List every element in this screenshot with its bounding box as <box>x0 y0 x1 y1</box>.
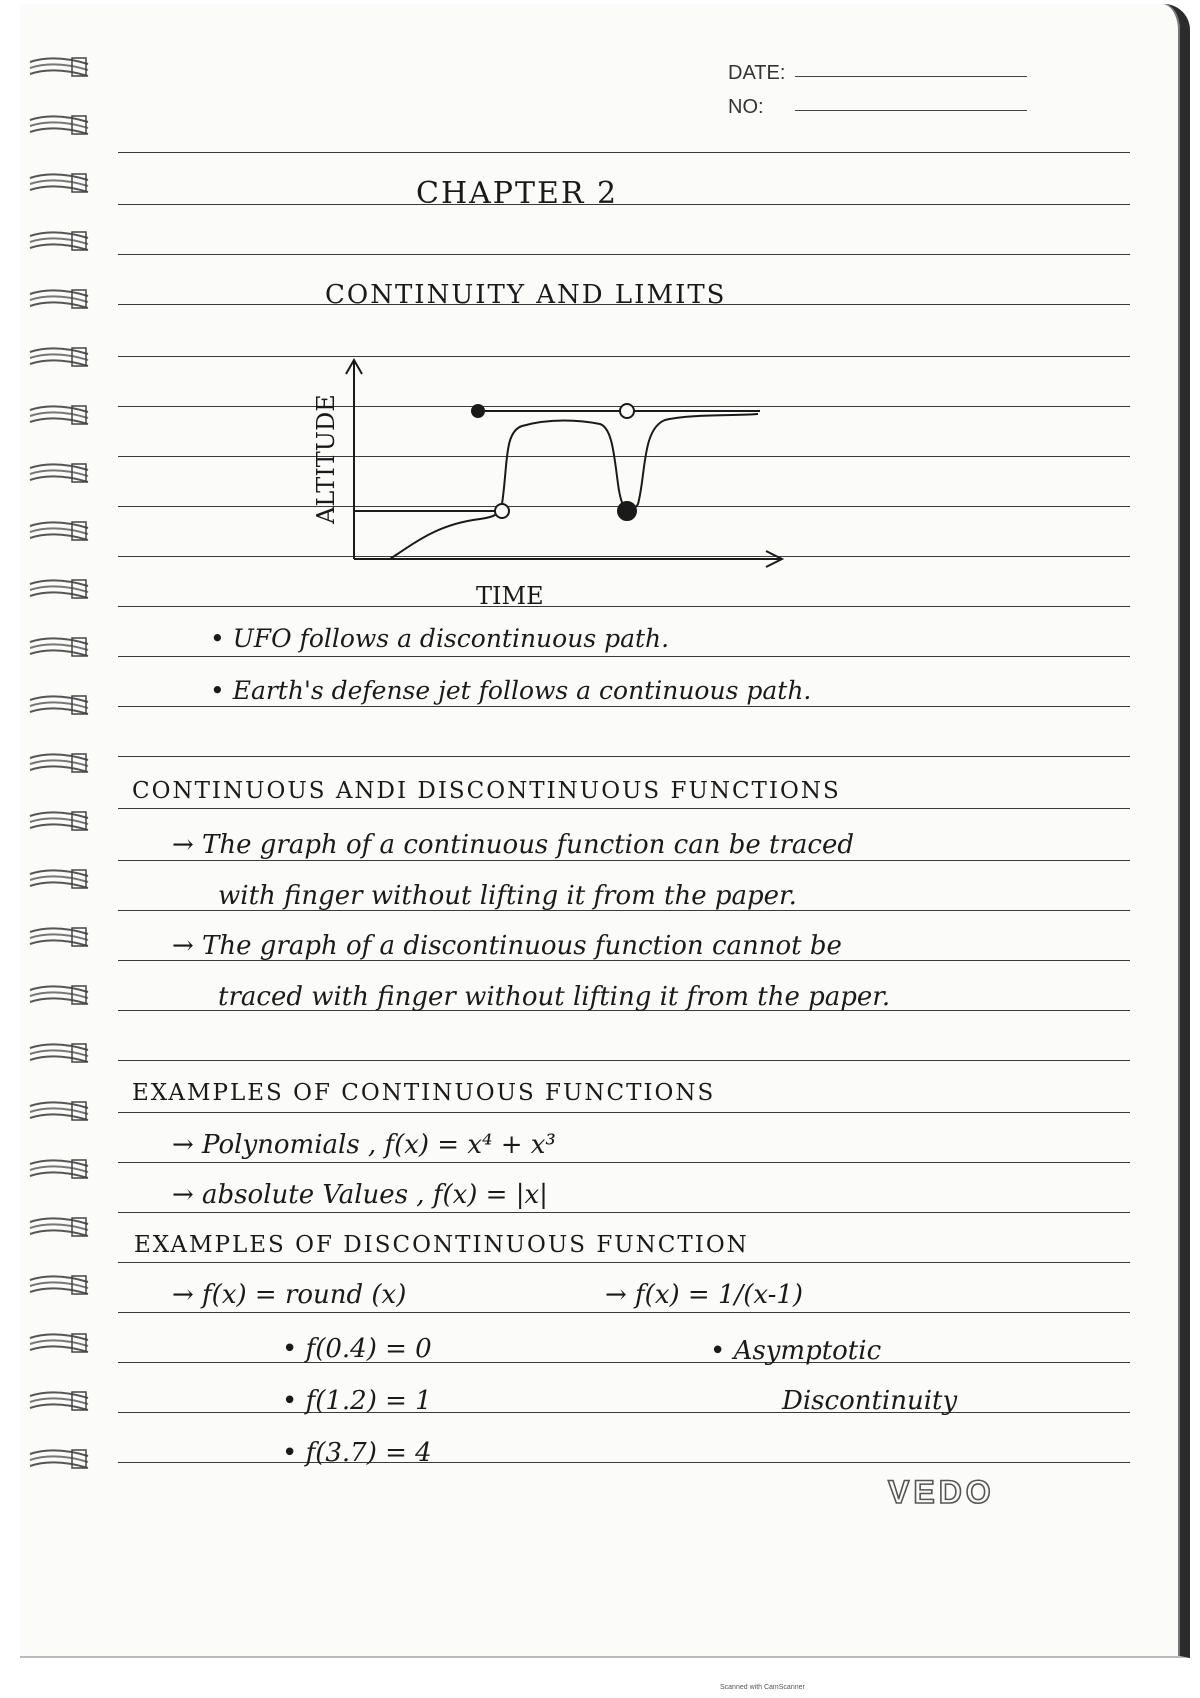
ruled-line <box>118 860 1130 861</box>
ruled-line <box>118 1462 1130 1463</box>
ruled-line <box>118 808 1130 809</box>
no-label: NO: <box>728 96 764 118</box>
spiral-ring-icon <box>28 1214 94 1240</box>
spiral-binding <box>20 4 110 1656</box>
spiral-ring-icon <box>28 402 94 428</box>
spiral-ring-icon <box>28 1330 94 1356</box>
filled-point-top-left <box>471 404 485 418</box>
spiral-ring-icon <box>28 1040 94 1066</box>
y-axis-label: ALTITUDE <box>312 394 340 524</box>
ruled-line <box>118 1412 1130 1413</box>
spiral-ring-icon <box>28 1156 94 1182</box>
section2-line-2: with finger without lifting it from the paper. <box>218 881 797 911</box>
spiral-ring-icon <box>28 1272 94 1298</box>
spiral-ring-icon <box>28 460 94 486</box>
spiral-ring-icon <box>28 112 94 138</box>
continuous-examples-heading: EXAMPLES OF CONTINUOUS FUNCTIONS <box>132 1080 716 1106</box>
spiral-ring-icon <box>28 982 94 1008</box>
section2-line-3: → The graph of a discontinuous function cannot be <box>172 931 842 961</box>
notebook-page <box>20 4 1190 1658</box>
round-example-1: • f(0.4) = 0 <box>282 1334 432 1364</box>
spiral-ring-icon <box>28 808 94 834</box>
spiral-ring-icon <box>28 866 94 892</box>
ruled-line <box>118 1212 1130 1213</box>
asymptotic-label: • Asymptotic <box>710 1336 882 1366</box>
spiral-ring-icon <box>28 170 94 196</box>
date-line <box>795 76 1027 77</box>
spiral-ring-icon <box>28 1446 94 1472</box>
scanner-watermark: Scanned with CamScanner <box>720 1684 805 1691</box>
ruled-line <box>118 756 1130 757</box>
spiral-ring-icon <box>28 518 94 544</box>
spiral-ring-icon <box>28 1388 94 1414</box>
ruled-line <box>118 1312 1130 1313</box>
filled-point-bottom-right <box>618 502 636 520</box>
reciprocal-function-title: → f(x) = 1/(x-1) <box>605 1280 804 1310</box>
ruled-line <box>118 1060 1130 1061</box>
brand-logo: VEDO <box>888 1474 995 1510</box>
open-point-top-right <box>620 404 634 418</box>
ruled-line <box>118 1362 1130 1363</box>
altitude-time-diagram <box>290 354 810 614</box>
ruled-line <box>118 152 1130 153</box>
spiral-ring-icon <box>28 634 94 660</box>
polynomial-example: → Polynomials , f(x) = x⁴ + x³ <box>172 1130 556 1160</box>
section2-line-1: → The graph of a continuous function can be traced <box>172 830 854 860</box>
discontinuous-examples-heading: EXAMPLES OF DISCONTINUOUS FUNCTION <box>134 1232 749 1258</box>
continuous-discontinuous-heading: CONTINUOUS ANDI DISCONTINUOUS FUNCTIONS <box>132 778 841 804</box>
date-label: DATE: <box>728 62 786 84</box>
bullet-ufo: • UFO follows a discontinuous path. <box>210 624 670 653</box>
spiral-ring-icon <box>28 54 94 80</box>
round-function-title: → f(x) = round (x) <box>172 1280 407 1310</box>
ruled-line <box>118 706 1130 707</box>
ruled-line <box>118 1162 1130 1163</box>
open-point-bottom-left <box>495 504 509 518</box>
discontinuity-label: Discontinuity <box>782 1386 958 1416</box>
ruled-line <box>118 204 1130 205</box>
absolute-value-example: → absolute Values , f(x) = |x| <box>172 1180 548 1210</box>
ruled-line <box>118 254 1130 255</box>
chapter-title: CHAPTER 2 <box>416 176 619 211</box>
spiral-ring-icon <box>28 924 94 950</box>
spiral-ring-icon <box>28 228 94 254</box>
spiral-ring-icon <box>28 344 94 370</box>
spiral-ring-icon <box>28 692 94 718</box>
ruled-line <box>118 656 1130 657</box>
x-axis-label: TIME <box>476 582 544 610</box>
bullet-jet: • Earth's defense jet follows a continuous path. <box>210 676 812 705</box>
section2-line-4: traced with finger without lifting it from the paper. <box>218 982 891 1012</box>
spiral-ring-icon <box>28 1098 94 1124</box>
round-example-3: • f(3.7) = 4 <box>282 1438 432 1468</box>
ruled-line <box>118 1262 1130 1263</box>
round-example-2: • f(1.2) = 1 <box>282 1386 432 1416</box>
spiral-ring-icon <box>28 750 94 776</box>
jet-continuous-path <box>390 414 758 559</box>
no-line <box>795 110 1027 111</box>
spiral-ring-icon <box>28 576 94 602</box>
section-title: CONTINUITY AND LIMITS <box>325 280 727 310</box>
ruled-line <box>118 1112 1130 1113</box>
spiral-ring-icon <box>28 286 94 312</box>
